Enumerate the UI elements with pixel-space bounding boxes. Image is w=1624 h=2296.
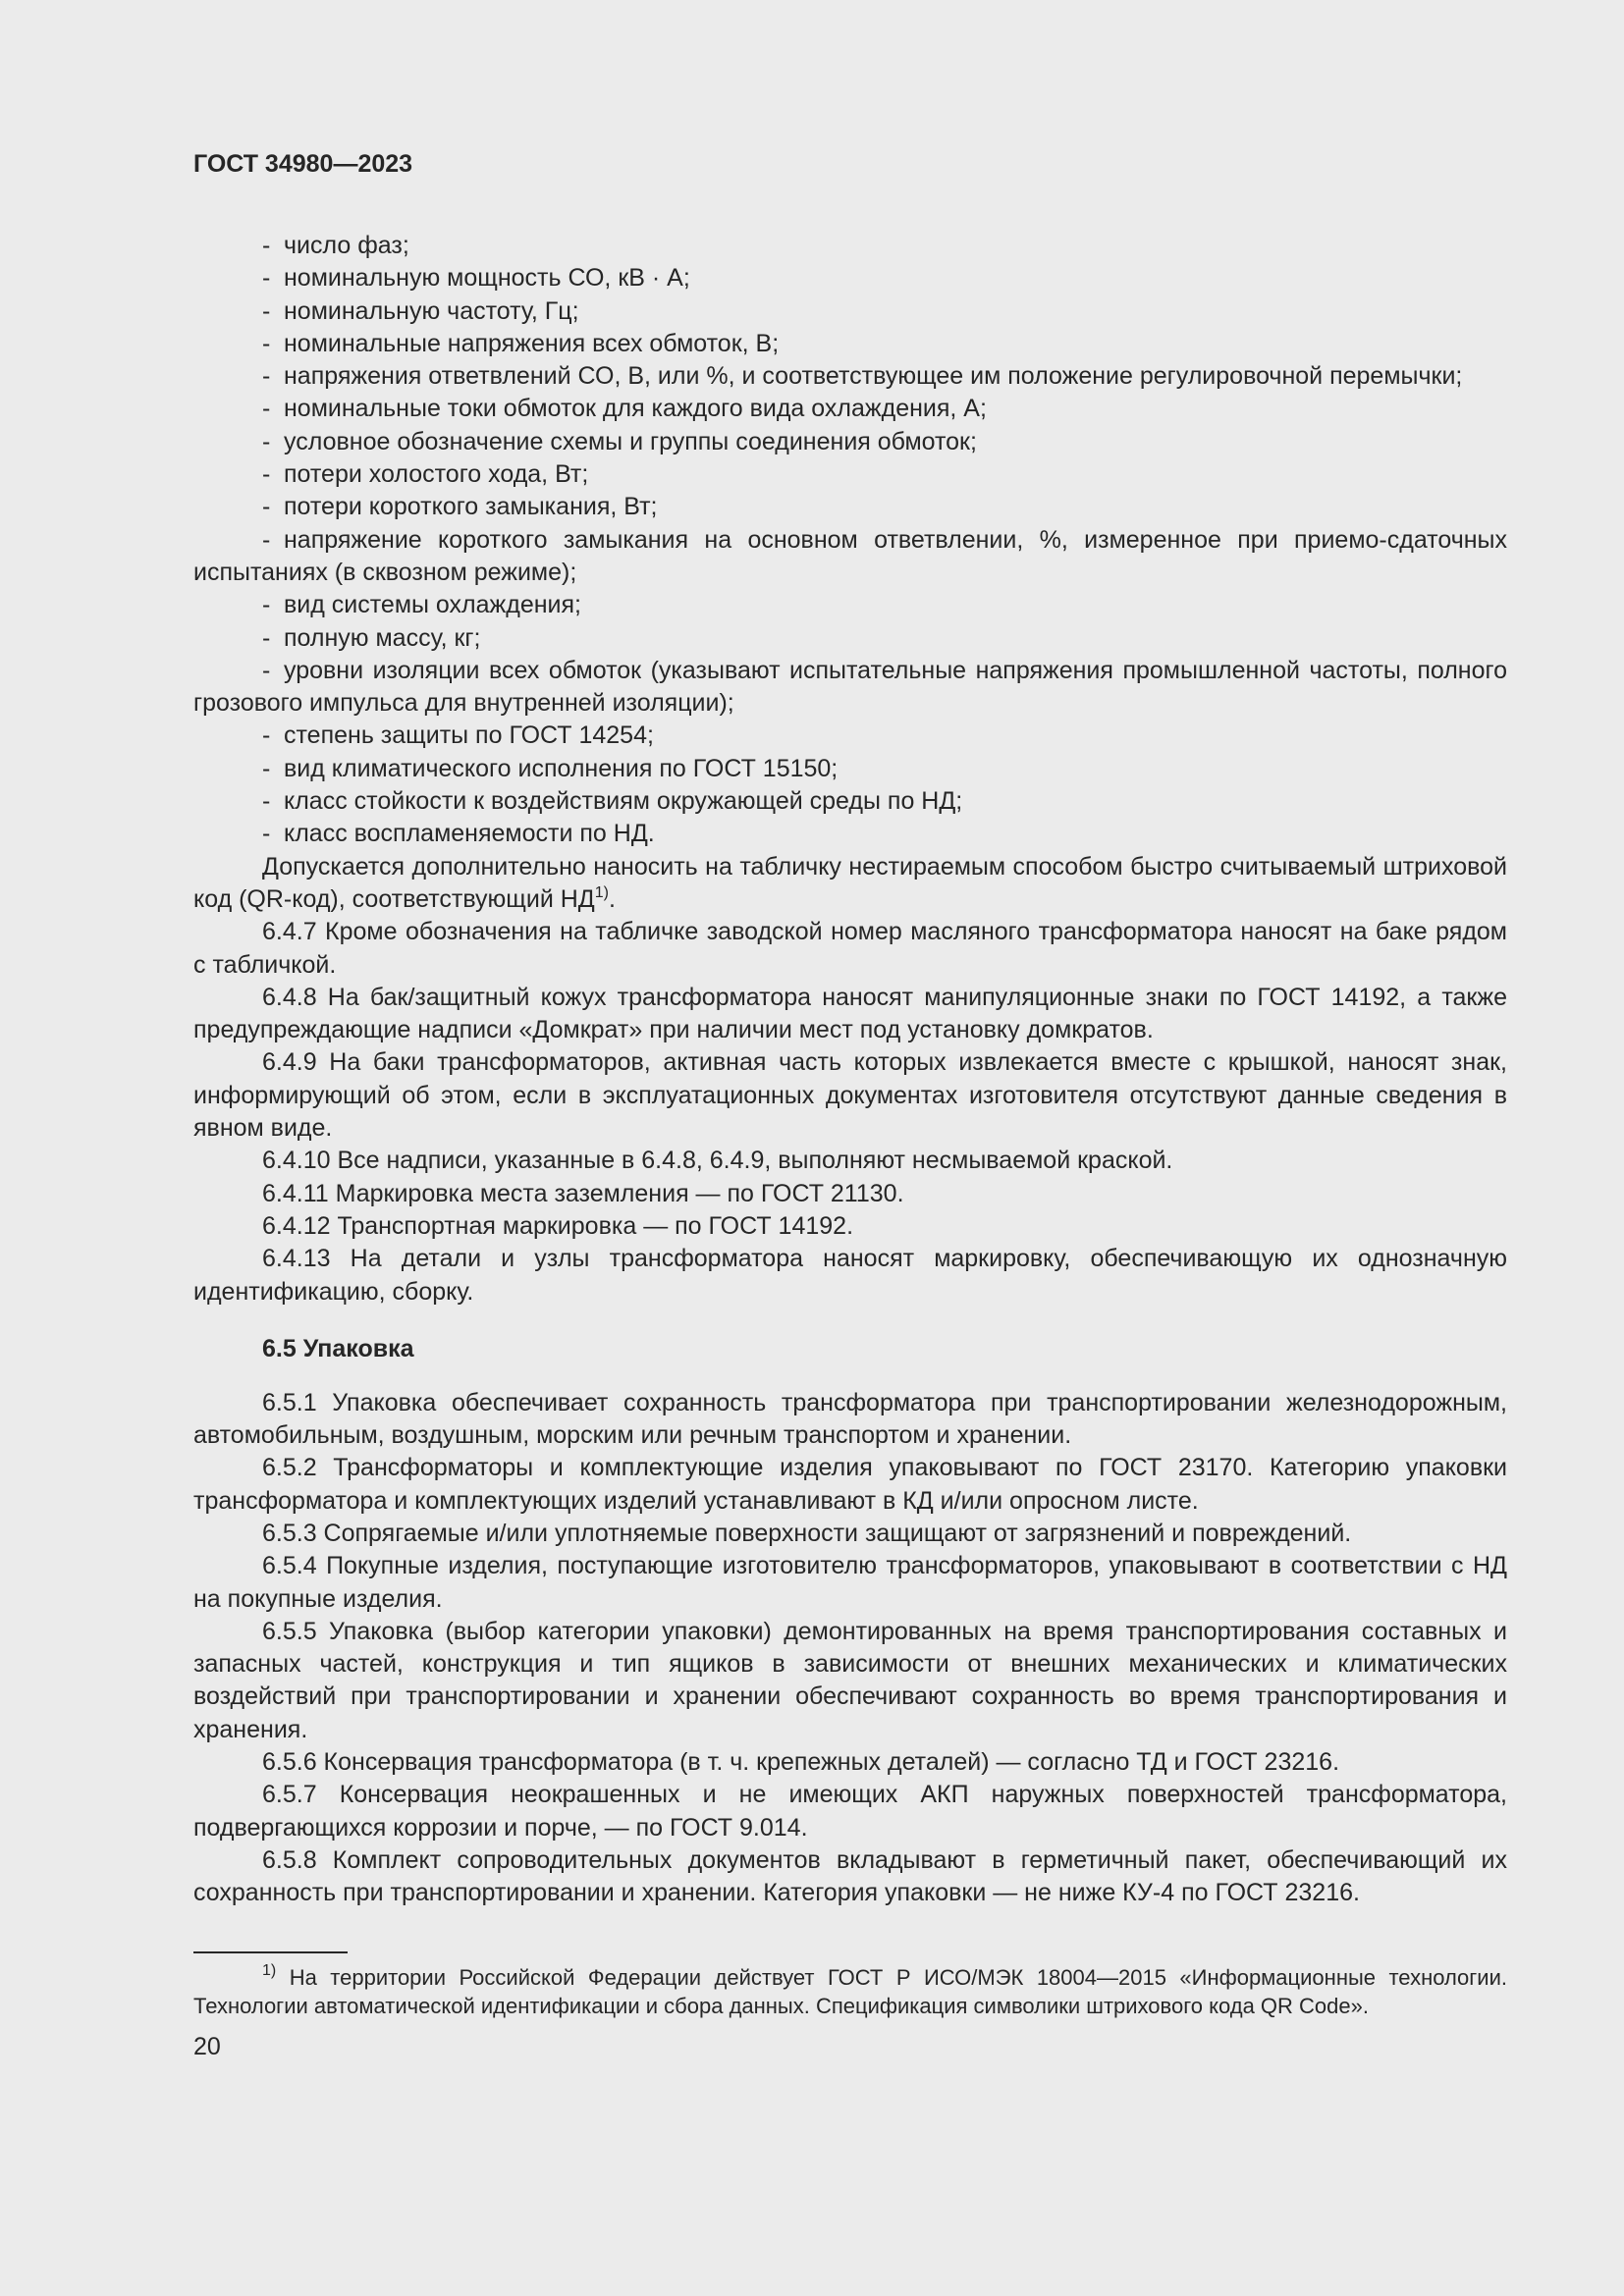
list-item bbox=[193, 818, 1507, 850]
list-item-text: класс воспламеняемости по НД. bbox=[284, 820, 655, 848]
list-item bbox=[193, 393, 1507, 425]
list-item bbox=[193, 360, 1507, 393]
paragraph-6-5-5: 6.5.5 Упаковка (выбор категории упаковки) демонтированных на время транспортирования составных и запасных частей, конструкция и тип ящиков в зависимости от внешних механических и климатических воздействий при транспортировании и хранении обеспечивают сохранность во время транспортирования и хранения. bbox=[193, 1617, 1507, 1743]
list-item-text: потери короткого замыкания, Вт; bbox=[284, 493, 658, 521]
list-item-text: номинальные токи обмоток для каждого вида охлаждения, А; bbox=[284, 395, 987, 423]
paragraph-6-4-11: 6.4.11 Маркировка места заземления — по ГОСТ 21130. bbox=[262, 1179, 904, 1207]
qr-code-tail: . bbox=[608, 884, 616, 913]
list-item-text: степень защиты по ГОСТ 14254; bbox=[284, 721, 654, 750]
section-title-packaging: 6.5 Упаковка bbox=[262, 1334, 414, 1362]
footnote-mark: 1) bbox=[262, 1961, 277, 1979]
list-item-text: число фаз; bbox=[284, 232, 409, 259]
qr-code-paragraph bbox=[193, 851, 1507, 917]
list-item-text: вид климатического исполнения по ГОСТ 15150; bbox=[284, 754, 839, 782]
list-dash: - bbox=[262, 264, 271, 293]
list-item bbox=[193, 295, 1507, 328]
list-item-text: номинальную частоту, Гц; bbox=[284, 296, 579, 325]
page-number: 20 bbox=[193, 2032, 221, 2060]
nameplate-requirements-list bbox=[193, 230, 1507, 851]
list-item bbox=[193, 785, 1507, 818]
list-dash: - bbox=[262, 427, 271, 455]
paragraph-6-5-1: 6.5.1 Упаковка обеспечивает сохранность трансформатора при транспортировании железнодорожным, автомобильным, воздушным, морским или речным транспортом и хранении. bbox=[193, 1388, 1507, 1450]
list-item-text: вид системы охлаждения; bbox=[284, 591, 582, 619]
list-item bbox=[193, 458, 1507, 491]
list-dash: - bbox=[262, 787, 271, 816]
list-item bbox=[193, 655, 1507, 721]
list-item bbox=[193, 262, 1507, 294]
list-item-text: класс стойкости к воздействиям окружающей среды по НД; bbox=[284, 787, 963, 816]
list-dash: - bbox=[262, 591, 271, 619]
document-page bbox=[193, 147, 1507, 2063]
list-item-text: потери холостого хода, Вт; bbox=[284, 460, 589, 489]
list-dash: - bbox=[262, 721, 271, 750]
paragraph-6-4-13: 6.4.13 На детали и узлы трансформатора наносят маркировку, обеспечивающую их однозначную идентификацию, сборку. bbox=[193, 1245, 1507, 1306]
list-dash: - bbox=[262, 656, 271, 684]
paragraph-6-5-3: 6.5.3 Сопрягаемые и/или уплотняемые поверхности защищают от загрязнений и повреждений. bbox=[262, 1519, 1352, 1547]
list-item-text: номинальные напряжения всех обмоток, В; bbox=[284, 329, 780, 357]
paragraph-6-5-8: 6.5.8 Комплект сопроводительных документов вкладывают в герметичный пакет, обеспечивающий их сохранность при транспортировании и хранении. Категория упаковки — не ниже КУ-4 по ГОСТ 23216. bbox=[193, 1845, 1507, 1907]
list-item bbox=[193, 589, 1507, 621]
paragraph-6-5-4: 6.5.4 Покупные изделия, поступающие изготовителю трансформаторов, упаковывают в соответствии с НД на покупные изделия. bbox=[193, 1552, 1507, 1613]
footnote-reference: 1) bbox=[594, 883, 609, 901]
list-item-text: уровни изоляции всех обмоток (указывают испытательные напряжения промышленной частоты, полного грозового импульса для внутренней изоляции); bbox=[193, 656, 1507, 718]
list-item bbox=[193, 622, 1507, 655]
paragraph-6-5-2: 6.5.2 Трансформаторы и комплектующие изделия упаковывают по ГОСТ 23170. Категорию упаковки трансформатора и комплектующих изделий устанавливают в КД и/или опросном листе. bbox=[193, 1454, 1507, 1515]
footnote-text: На территории Российской Федерации действует ГОСТ Р ИСО/МЭК 18004—2015 «Информационные технологии. Технологии автоматической идентификации и сбора данных. Спецификация символики штрихового кода QR Code». bbox=[193, 1964, 1507, 2019]
paragraph-6-4-7: 6.4.7 Кроме обозначения на табличке заводской номер масляного трансформатора наносят на баке рядом с табличкой. bbox=[193, 918, 1507, 979]
list-item bbox=[193, 328, 1507, 360]
footnote bbox=[193, 1963, 1507, 2021]
list-dash: - bbox=[262, 820, 271, 848]
list-item bbox=[193, 230, 1507, 262]
list-item-text: напряжение короткого замыкания на основном ответвлении, %, измеренное при приемо-сдаточных испытаниях (в сквозном режиме); bbox=[193, 525, 1507, 586]
list-dash: - bbox=[262, 329, 271, 357]
list-dash: - bbox=[262, 754, 271, 782]
list-item-text: напряжения ответвлений СО, В, или %, и соответствующее им положение регулировочной перемычки; bbox=[284, 362, 1463, 391]
paragraph-6-4-12: 6.4.12 Транспортная маркировка — по ГОСТ 14192. bbox=[262, 1211, 854, 1240]
qr-code-text: Допускается дополнительно наносить на табличку нестираемым способом быстро считываемый штриховой код (QR-код), соответствующий НД bbox=[193, 852, 1507, 913]
list-item bbox=[193, 720, 1507, 752]
list-dash: - bbox=[262, 296, 271, 325]
list-item-text: полную массу, кг; bbox=[284, 623, 481, 652]
paragraph-6-5-7: 6.5.7 Консервация неокрашенных и не имеющих АКП наружных поверхностей трансформатора, подвергающихся коррозии и порче, — по ГОСТ 9.014. bbox=[193, 1781, 1507, 1842]
list-item bbox=[193, 491, 1507, 523]
list-dash: - bbox=[262, 493, 271, 521]
list-dash: - bbox=[262, 232, 271, 259]
paragraph-6-4-8: 6.4.8 На бак/защитный кожух трансформатора наносят манипуляционные знаки по ГОСТ 14192, а также предупреждающие надписи «Домкрат» при наличии мест под установку домкратов. bbox=[193, 983, 1507, 1044]
list-item-text: номинальную мощность СО, кВ · А; bbox=[284, 264, 690, 293]
paragraph-6-4-9: 6.4.9 На баки трансформаторов, активная часть которых извлекается вместе с крышкой, наносят знак, информирующий об этом, если в эксплуатационных документах изготовителя отсутствуют данные сведения в явном виде. bbox=[193, 1048, 1507, 1143]
list-dash: - bbox=[262, 362, 271, 391]
list-dash: - bbox=[262, 395, 271, 423]
list-item bbox=[193, 753, 1507, 785]
list-item bbox=[193, 524, 1507, 590]
paragraph-6-5-6: 6.5.6 Консервация трансформатора (в т. ч. крепежных деталей) — согласно ТД и ГОСТ 23216. bbox=[262, 1748, 1340, 1777]
list-dash: - bbox=[262, 623, 271, 652]
paragraph-6-4-10: 6.4.10 Все надписи, указанные в 6.4.8, 6.4.9, выполняют несмываемой краской. bbox=[262, 1147, 1173, 1175]
list-dash: - bbox=[262, 525, 271, 554]
document-header: ГОСТ 34980—2023 bbox=[193, 150, 413, 178]
list-item-text: условное обозначение схемы и группы соединения обмоток; bbox=[284, 427, 977, 455]
list-item bbox=[193, 426, 1507, 458]
footnote-separator bbox=[193, 1951, 348, 1953]
list-dash: - bbox=[262, 460, 271, 489]
